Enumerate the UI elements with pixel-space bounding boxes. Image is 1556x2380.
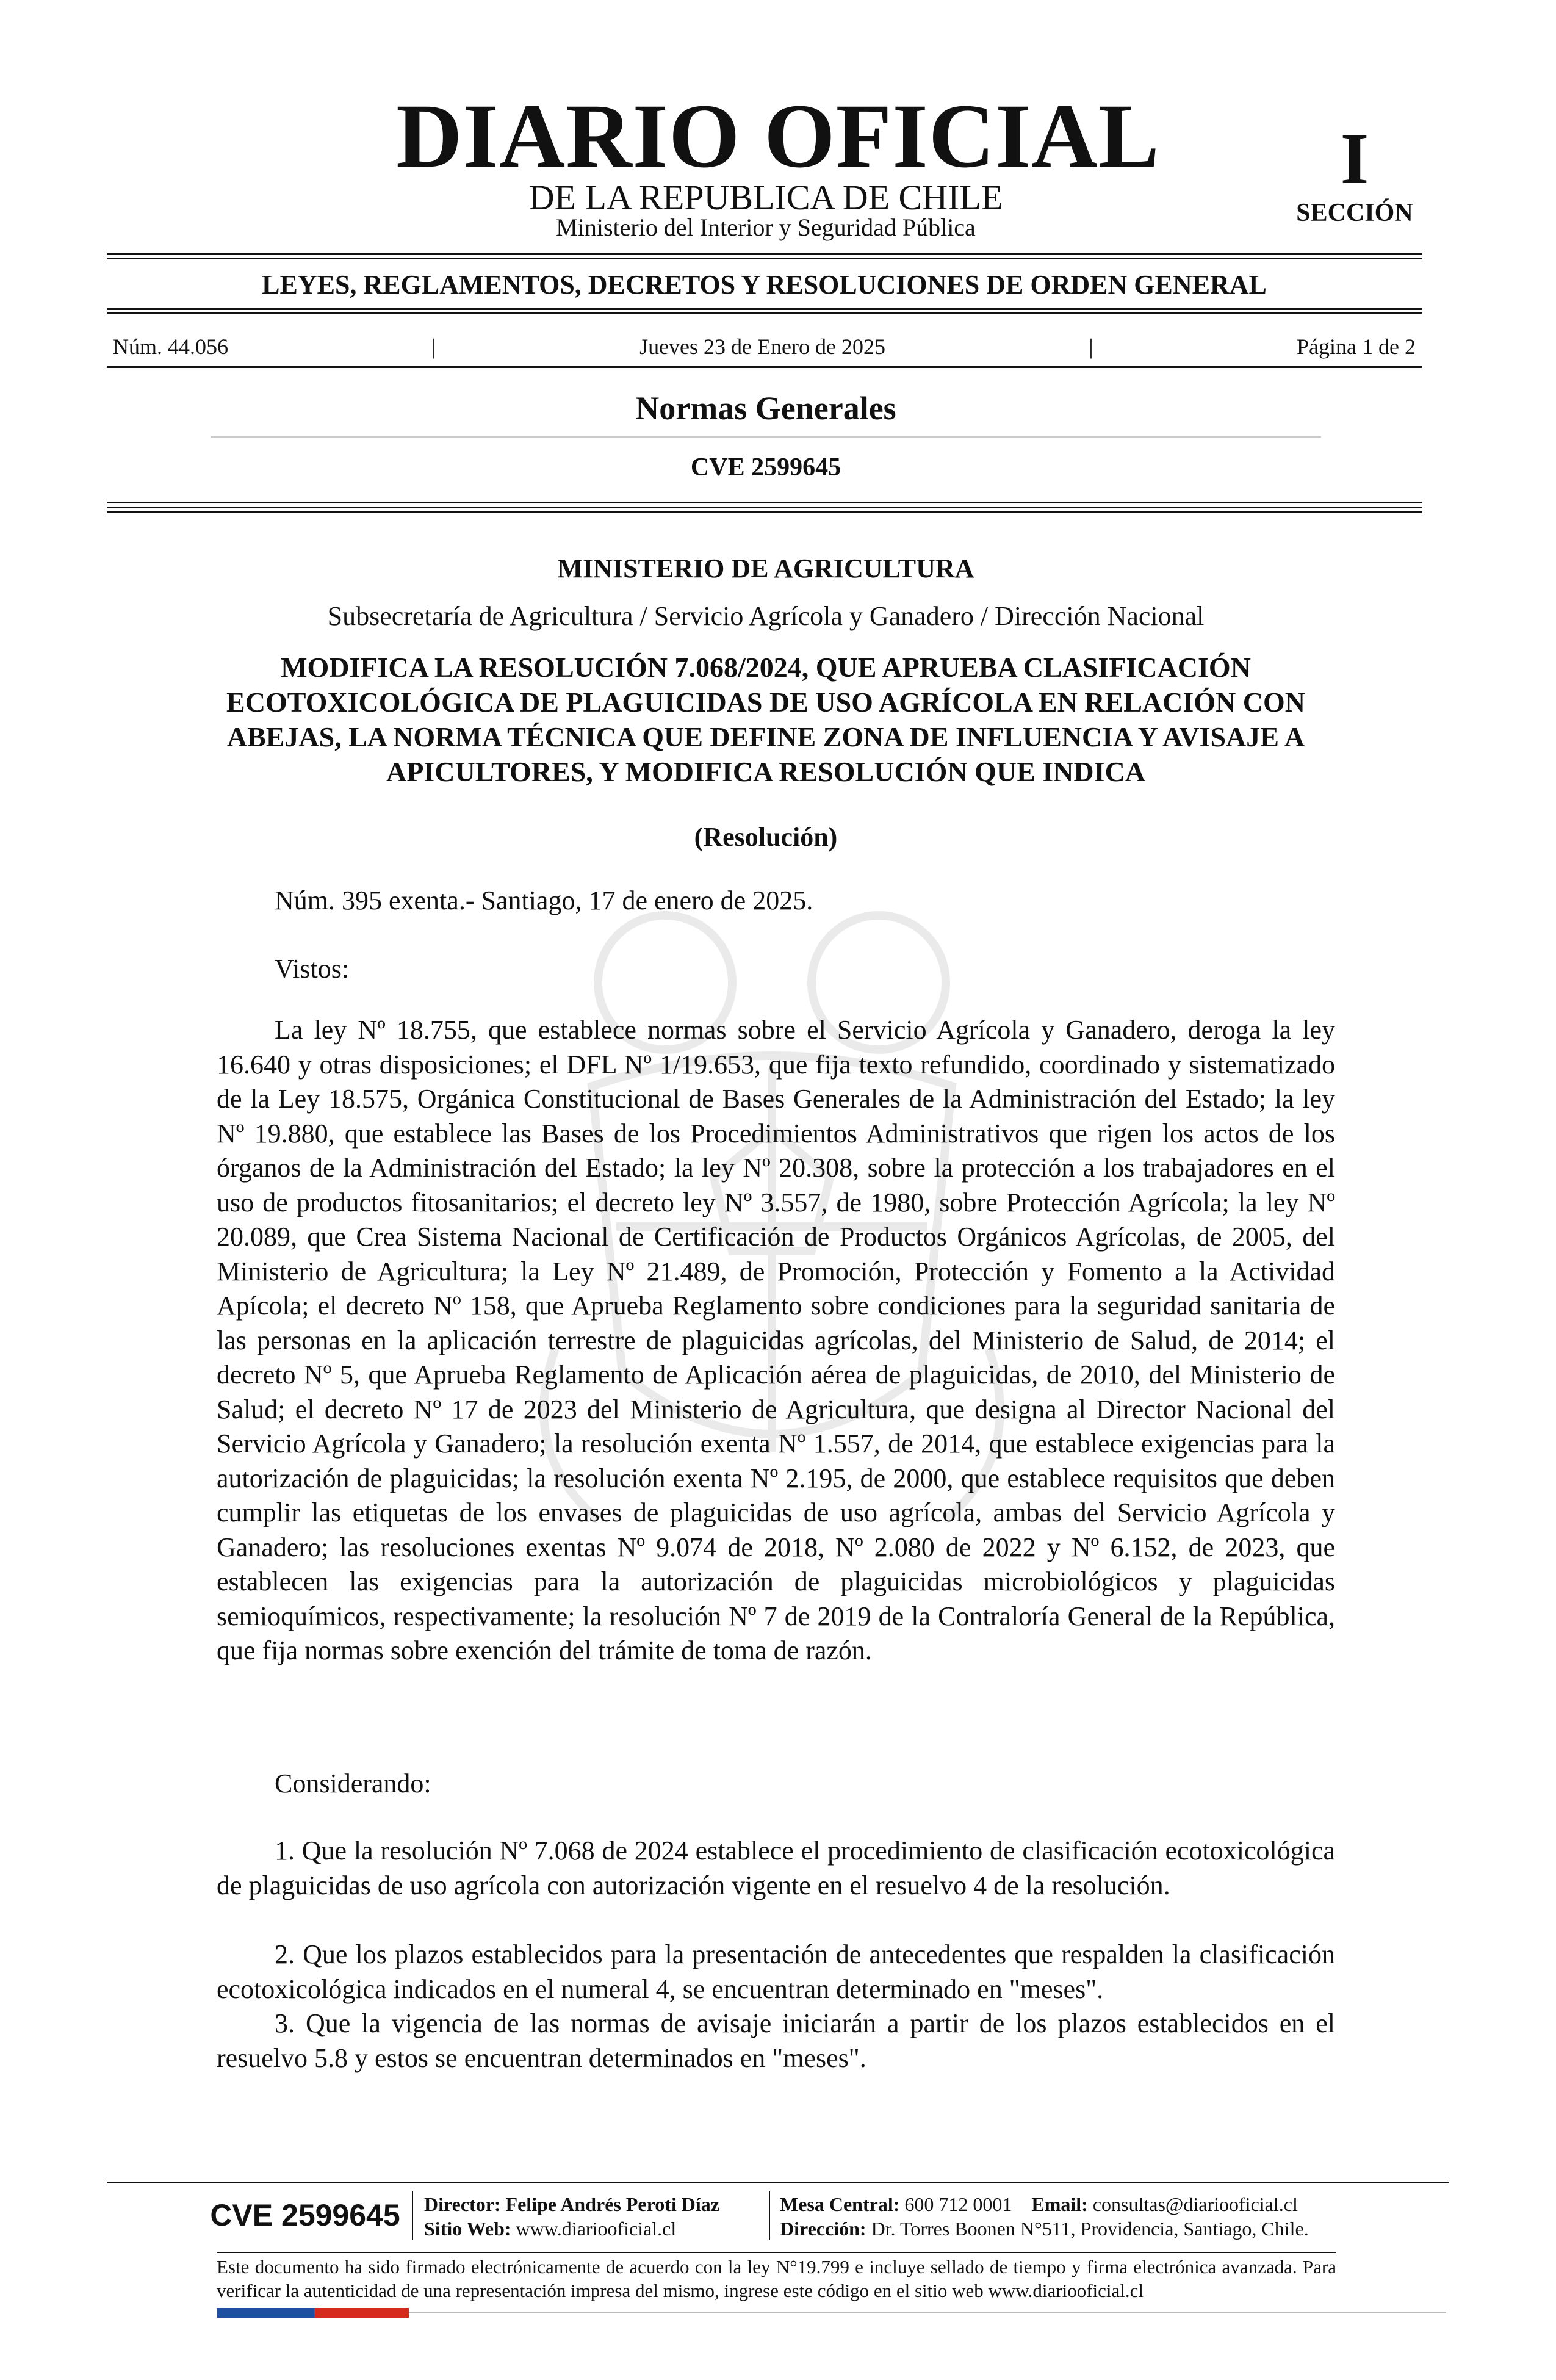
footer-email-link[interactable]: consultas@diariooficial.cl [1092,2193,1298,2215]
header-rule-2 [107,507,1422,508]
header-rule-3 [107,511,1422,513]
footer-bottom-rule [409,2312,1446,2313]
footer-cve: CVE 2599645 [210,2198,400,2232]
footer-director-name: Felipe Andrés Peroti Díaz [505,2193,719,2215]
footer-contact-line [780,2192,1309,2216]
resolution-label: (Resolución) [694,822,838,852]
flag-stripe-blue [217,2308,314,2318]
section-divider [211,436,1321,438]
issue-separator: | [431,334,436,359]
footer-site-label: Sitio Web: [424,2218,511,2240]
number-line [217,884,1335,918]
masthead-ministry: Ministerio del Interior y Seguridad Pública [556,214,976,241]
considerando-label [217,1767,1335,1801]
footer-site-link[interactable]: www.diariooficial.cl [516,2218,677,2240]
cve-heading: CVE 2599645 [690,453,841,481]
issue-row [113,333,1416,360]
masthead-rule-top-2 [107,258,1422,259]
footer-email-label: Email: [1031,2193,1088,2215]
footer-divider [769,2191,770,2240]
band-rule [107,308,1422,310]
footer-left-block [424,2192,719,2241]
number-line-text: Núm. 395 exenta.- Santiago, 17 de enero de 2025. [275,885,813,915]
considerando-label-text: Considerando: [275,1769,431,1798]
band-title: LEYES, REGLAMENTOS, DECRETOS Y RESOLUCIONES DE ORDEN GENERAL [262,270,1267,300]
considerando-item: 2. Que los plazos establecidos para la presentación de antecedentes que respalden la clasificación ecotoxicológica indicados en el numeral 4, se encuentran determinado en "meses". [217,1939,1335,2004]
footer-divider [412,2191,413,2240]
document-ministry: MINISTERIO DE AGRICULTURA [557,554,974,583]
section-heading: Normas Generales [635,390,896,427]
footer-address-label: Dirección: [780,2218,866,2240]
vistos-label [217,952,1335,987]
footer-address-value: Dr. Torres Boonen N°511, Providencia, Santiago, Chile. [871,2218,1309,2240]
issue-date: Jueves 23 de Enero de 2025 [639,334,885,359]
footer-mesa-label: Mesa Central: [780,2193,900,2215]
band-rule-2 [107,312,1422,314]
masthead-title: DIARIO OFICIAL [396,85,1160,187]
document-title: MODIFICA LA RESOLUCIÓN 7.068/2024, QUE APRUEBA CLASIFICACIÓN ECOTOXICOLÓGICA DE PLAGUICIDAS DE USO AGRÍCOLA EN RELACIÓN CON ABEJAS, LA NORMA TÉCNICA QUE DEFINE ZONA DE INFLUENCIA Y AVISAJE A APICULTORES, Y MODIFICA RESOLUCIÓN QUE INDICA [226,652,1305,787]
footer-mesa-value: 600 712 0001 [904,2193,1012,2215]
footer-rule [107,2182,1449,2183]
vistos-paragraph: La ley Nº 18.755, que establece normas sobre el Servicio Agrícola y Ganadero, deroga la ley 16.640 y otras disposiciones; el DFL Nº 1/19.653, que fija texto refundido, coordinado y sistematizado de la Ley 18.575, Orgánica Constitucional de Bases Generales de la Administración del Estado; la ley Nº 19.880, que establece las Bases de los Procedimientos Administrativos que rigen los actos de los órganos de la Administración del Estado; la ley Nº 20.308, sobre la protección a los trabajadores en el uso de productos fitosanitarios; el decreto ley Nº 3.557, de 1980, sobre Protección Agrícola; la ley Nº 20.089, que Crea Sistema Nacional de Certificación de Productos Orgánicos Agrícolas, de 2005, del Ministerio de Agricultura; la Ley Nº 21.489, de Promoción, Protección y Fomento a la Actividad Apícola; el decreto Nº 158, que Aprueba Reglamento sobre condiciones para la seguridad sanitaria de las personas en la aplicación terrestre de plaguicidas agrícolas, del Ministerio de Salud, de 2014; el decreto Nº 5, que Aprueba Reglamento de Aplicación aérea de plaguicidas, de 2010, del Ministerio de Salud; el decreto Nº 17 de 2023 del Ministerio de Agricultura, que designa al Director Nacional del Servicio Agrícola y Ganadero; la resolución exenta Nº 1.557, de 2014, que establece exigencias para la autorización de plaguicidas; la resolución exenta Nº 2.195, de 2000, que establece requisitos que deben cumplir las etiquetas de los envases de plaguicidas de uso agrícola, ambas del Servicio Agrícola y Ganadero; las resoluciones exentas Nº 9.074 de 2018, Nº 2.080 de 2022 y Nº 6.152, de 2023, que establecen las exigencias para la autorización de plaguicidas microbiológicos y plaguicidas semioquímicos, respectivamente; la resolución Nº 7 de 2019 de la Contraloría General de la República, que fija normas sobre exención del trámite de toma de razón. [217,1015,1335,1665]
considerando-item: 3. Que la vigencia de las normas de avisaje iniciarán a partir de los plazos establecidos en el resuelvo 5.8 y estos se encuentran determinados en "meses". [217,2008,1335,2073]
section-label: SECCIÓN [1296,199,1413,227]
footer-director-label: Director: [424,2193,501,2215]
flag-stripe-red [314,2308,409,2318]
footer-right-block [780,2192,1309,2241]
masthead-subtitle: DE LA REPUBLICA DE CHILE [528,178,1003,217]
vistos-label-text: Vistos: [275,954,350,984]
masthead-rule-top [107,253,1422,255]
issue-separator: | [1089,334,1093,359]
issue-number: Núm. 44.056 [113,334,228,359]
issue-rule [107,366,1422,368]
footer-legal-notice: Este documento ha sido firmado electrónicamente de acuerdo con la ley N°19.799 e incluye sellado de tiempo y firma electrónica avanzada. Para verificar la autenticidad de una representación impresa del mismo, ingrese este código en el sitio web www.diariooficial.cl [217,2256,1336,2301]
issue-page: Página 1 de 2 [1297,334,1416,359]
footer-site-line [424,2216,719,2241]
document-subsecretaria: Subsecretaría de Agricultura / Servicio Agrícola y Ganadero / Dirección Nacional [327,601,1205,631]
footer-director-line [424,2192,719,2216]
footer-rule-2 [217,2252,1336,2253]
header-rule-1 [107,502,1422,503]
section-number: I [1340,118,1369,199]
footer-address-line [780,2216,1309,2241]
considerando-item: 1. Que la resolución Nº 7.068 de 2024 establece el procedimiento de clasificación ecotoxicológica de plaguicidas de uso agrícola con autorización vigente en el resuelvo 4 de la resolución. [217,1836,1335,1900]
